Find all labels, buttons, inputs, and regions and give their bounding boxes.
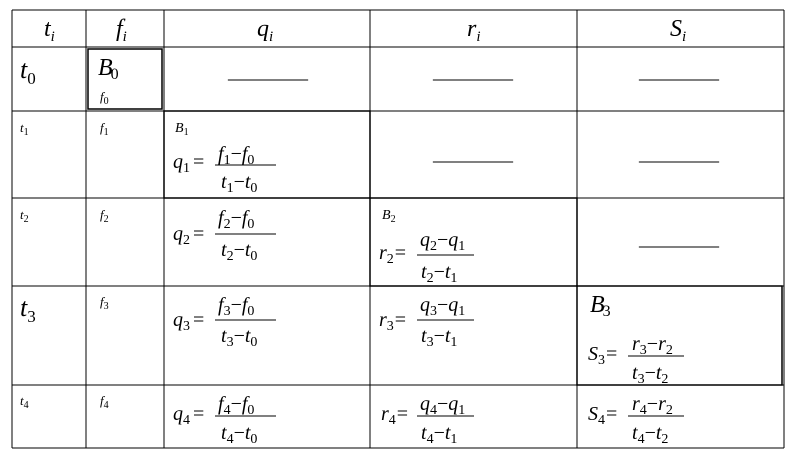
- row3-s-lhs: $S_3=$: [588, 343, 618, 368]
- row2-q-numerator: $f_2-f_0$: [218, 207, 255, 232]
- row3-q-formula: [173, 294, 276, 350]
- row3-r-formula: [379, 294, 474, 350]
- row4-q-numerator: $f_4-f_0$: [218, 393, 255, 418]
- row3-b: B3: [590, 292, 611, 320]
- row0-b: B0: [98, 55, 119, 83]
- row1-r-dash: ________: [433, 143, 513, 165]
- row4-r-lhs: $r_4=$: [381, 403, 409, 428]
- row4-r-formula: [381, 393, 474, 447]
- row3-q-denominator: $t_3-t_0$: [221, 325, 258, 350]
- row3-q-numerator: $f_3-f_0$: [218, 294, 255, 319]
- row3-r-lhs: $r_3=$: [379, 309, 407, 334]
- row4-s-formula: [588, 393, 684, 447]
- row4-s-denominator: $t_4-t_2$: [632, 422, 669, 447]
- row2-r-denominator: $t_2-t_1$: [421, 261, 458, 286]
- row0-q-dash: ________: [228, 61, 308, 83]
- row4-q-lhs: $q_4$ =: [173, 403, 205, 428]
- row2-q-formula: [173, 207, 276, 264]
- row3-s-formula: [588, 333, 684, 387]
- row2-r-numerator: $q_2-q_1$: [420, 229, 466, 254]
- row3-s-numerator: $r_3-r_2$: [632, 333, 673, 358]
- row0-t: $t_0$: [20, 55, 36, 88]
- row3-r-numerator: $q_3-q_1$: [420, 294, 466, 319]
- row4-t: $t_4$: [20, 393, 29, 411]
- header-f: $f_i$: [116, 16, 127, 45]
- header-q: $q_i$: [257, 16, 274, 45]
- row4-r-numerator: $q_4-q_1$: [420, 393, 466, 418]
- row4-q-denominator: $t_4-t_0$: [221, 422, 258, 447]
- row1-t: $t_1$: [20, 120, 29, 138]
- row4-s-numerator: $r_4-r_2$: [632, 393, 673, 418]
- row2-r-formula: [379, 229, 474, 286]
- row1-q-denominator: $t_1-t_0$: [221, 171, 258, 196]
- row2-s-dash: ________: [639, 228, 719, 250]
- row2-q-lhs: $q_2$ =: [173, 223, 205, 248]
- row1-s-dash: ________: [639, 143, 719, 165]
- row3-t: $t_3$: [20, 293, 36, 326]
- header-t: $t_i$: [44, 16, 55, 45]
- row1-b: $B_1$: [175, 121, 189, 138]
- row4-s-lhs: $S_4=$: [588, 403, 618, 428]
- row3-s-denominator: $t_3-t_2$: [632, 362, 669, 387]
- row4-q-formula: [173, 393, 276, 447]
- header-row: [44, 16, 686, 45]
- header-r: $r_i$: [467, 16, 481, 45]
- row3-r-denominator: $t_3-t_1$: [421, 325, 458, 350]
- table-row-4: [20, 393, 684, 447]
- row4-r-denominator: $t_4-t_1$: [421, 422, 458, 447]
- row2-b: $B_2$: [382, 208, 396, 225]
- row2-r-lhs: $r_2=$: [379, 242, 407, 267]
- row3-q-lhs: $q_3$ =: [173, 309, 205, 334]
- row0-r-dash: ________: [433, 61, 513, 83]
- row1-q-lhs: $q_1$ =: [173, 151, 205, 176]
- row1-q-formula: [173, 143, 276, 196]
- row2-f: $f_2$: [100, 207, 109, 225]
- row0-s-dash: ________: [639, 61, 719, 83]
- highlight-box-b3: [577, 286, 782, 385]
- table-row-3: [20, 292, 684, 387]
- row2-t: $t_2$: [20, 207, 29, 225]
- row1-f: $f_1$: [100, 120, 109, 138]
- header-s: $S_i$: [670, 16, 687, 45]
- row1-q-numerator: $f_1-f_0$: [218, 143, 255, 168]
- row4-f: $f_4$: [100, 393, 109, 411]
- row2-q-denominator: $t_2-t_0$: [221, 239, 258, 264]
- row3-f: $f_3$: [100, 294, 109, 312]
- row0-f: $f_0$: [100, 89, 109, 107]
